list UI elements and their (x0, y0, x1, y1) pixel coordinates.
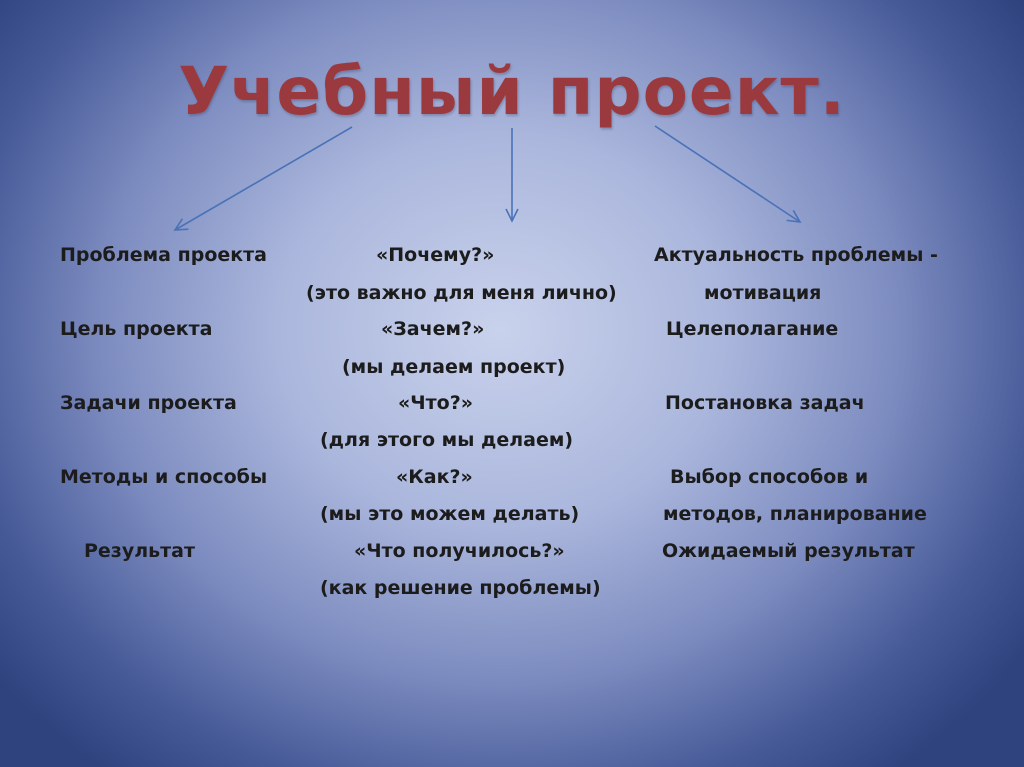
row-5-outcome-line1: Ожидаемый результат (662, 540, 915, 562)
row-3-explanation: (для этого мы делаем) (320, 429, 574, 451)
row-4-outcome-line1: Выбор способов и (670, 466, 869, 488)
row-5-explanation: (как решение проблемы) (320, 577, 601, 599)
row-5-aspect: Результат (84, 540, 196, 562)
arrow-right (655, 126, 800, 222)
row-1-outcome-line1: Актуальность проблемы - (654, 244, 938, 266)
row-1-aspect: Проблема проекта (60, 244, 267, 266)
row-4-question: «Как?» (396, 466, 473, 488)
row-2-aspect: Цель проекта (60, 318, 213, 340)
row-1-explanation: (это важно для меня лично) (306, 282, 617, 304)
row-2-explanation: (мы делаем проект) (342, 356, 566, 378)
row-2-question: «Зачем?» (381, 318, 485, 340)
row-3-outcome-line1: Постановка задач (665, 392, 865, 414)
row-1-outcome-line2: мотивация (704, 282, 822, 304)
row-3-aspect: Задачи проекта (60, 392, 237, 414)
row-1-question: «Почему?» (376, 244, 495, 266)
row-4-explanation: (мы это можем делать) (320, 503, 580, 525)
row-3-question: «Что?» (398, 392, 473, 414)
row-5-question: «Что получилось?» (354, 540, 565, 562)
row-2-outcome-line1: Целеполагание (666, 318, 839, 340)
row-4-aspect: Методы и способы (60, 466, 268, 488)
slide-title: Учебный проект. (178, 53, 846, 130)
arrow-left (175, 127, 352, 230)
row-4-outcome-line2: методов, планирование (663, 503, 927, 525)
